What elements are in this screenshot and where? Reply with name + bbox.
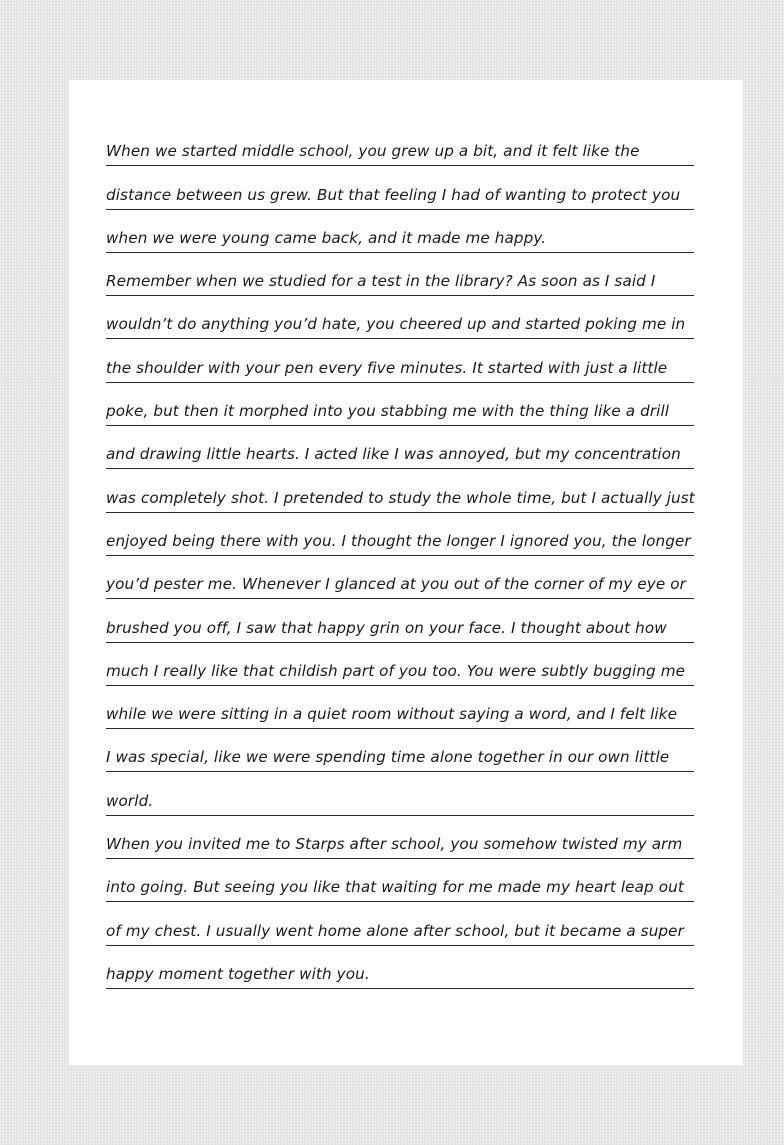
letter-line-text: world.	[106, 791, 154, 810]
letter-line	[106, 513, 694, 556]
letter-line-text: When you invited me to Starps after school, you somehow twisted my arm	[106, 835, 683, 854]
letter-line	[106, 253, 694, 296]
letter-line	[106, 599, 694, 642]
letter-line-text: brushed you off, I saw that happy grin on your face. I thought about how	[106, 618, 667, 637]
letter-line	[106, 859, 694, 902]
letter-line	[106, 469, 694, 512]
letter-line-text: poke, but then it morphed into you stabbing me with the thing like a drill	[106, 402, 670, 421]
letter-line-text: happy moment together with you.	[106, 964, 370, 983]
letter-line-text: when we were young came back, and it made me happy.	[106, 228, 547, 247]
letter-line	[106, 686, 694, 729]
letter-line	[106, 210, 694, 253]
letter-line-text: I was special, like we were spending time alone together in our own little	[106, 748, 670, 767]
letter-line	[106, 383, 694, 426]
letter-line-text: while we were sitting in a quiet room without saying a word, and I felt like	[106, 705, 678, 724]
letter-paper	[69, 80, 743, 1065]
letter-line	[106, 729, 694, 772]
letter-line	[106, 772, 694, 815]
letter-line	[106, 166, 694, 209]
letter-line	[106, 123, 694, 166]
letter-line-text: into going. But seeing you like that waiting for me made my heart leap out	[106, 878, 684, 897]
letter-line	[106, 643, 694, 686]
letter-line-text: and drawing little hearts. I acted like I was annoyed, but my concentration	[106, 445, 681, 464]
letter-line	[106, 426, 694, 469]
letter-line	[106, 296, 694, 339]
letter-line	[106, 902, 694, 945]
letter-line-text: Remember when we studied for a test in the library? As soon as I said I	[106, 272, 656, 291]
letter-line	[106, 339, 694, 382]
letter-line-text: enjoyed being there with you. I thought the longer I ignored you, the longer	[106, 531, 691, 550]
letter-line-text: much I really like that childish part of you too. You were subtly bugging me	[106, 661, 686, 680]
letter-line-text: was completely shot. I pretended to study the whole time, but I actually just	[106, 488, 695, 507]
letter-body	[106, 123, 694, 989]
letter-line	[106, 556, 694, 599]
letter-line-text: the shoulder with your pen every five minutes. It started with just a little	[106, 358, 668, 377]
letter-line-text: of my chest. I usually went home alone after school, but it became a super	[106, 921, 684, 940]
letter-line	[106, 816, 694, 859]
letter-line-text: distance between us grew. But that feeling I had of wanting to protect you	[106, 185, 681, 204]
letter-line	[106, 946, 694, 989]
letter-line-text: you’d pester me. Whenever I glanced at you out of the corner of my eye or	[106, 575, 686, 594]
letter-line-text: When we started middle school, you grew up a bit, and it felt like the	[106, 142, 640, 161]
letter-line-text: wouldn’t do anything you’d hate, you cheered up and started poking me in	[106, 315, 686, 334]
